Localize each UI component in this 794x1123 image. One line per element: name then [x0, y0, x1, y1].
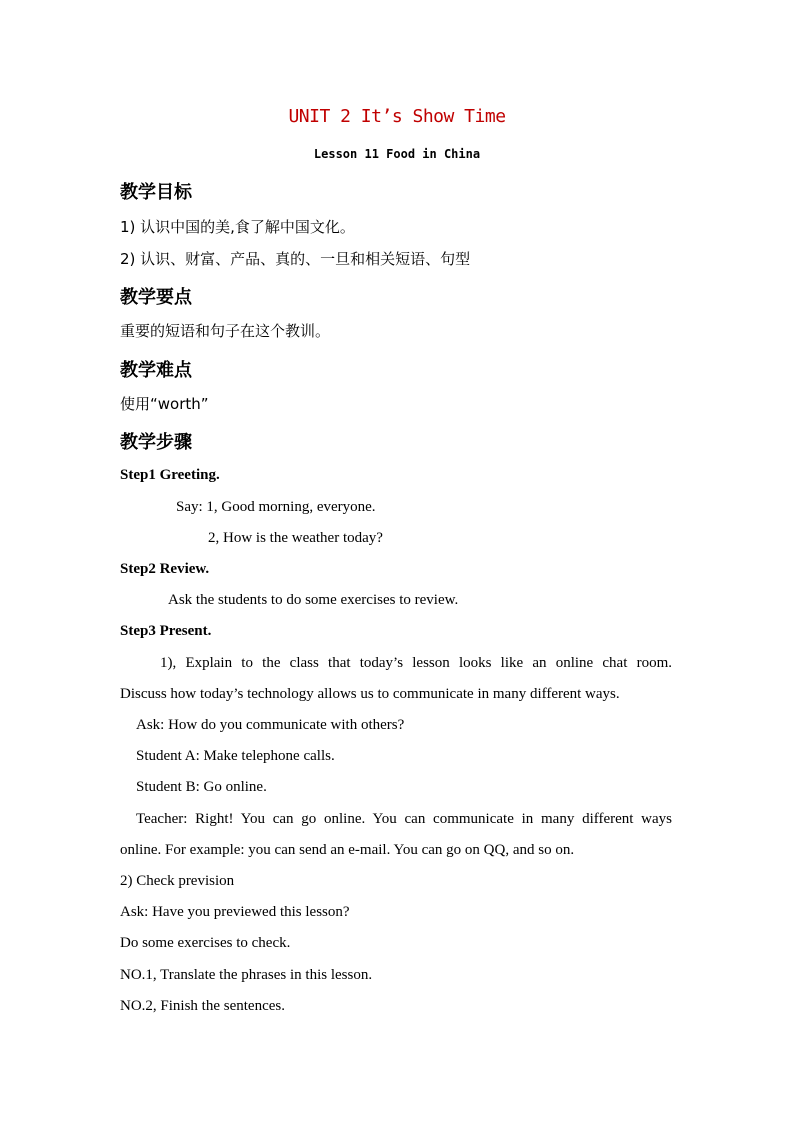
- doc-title: UNIT 2 It’s Show Time: [288, 106, 506, 127]
- check-prevision: 2) Check prevision: [120, 873, 235, 889]
- objective-item: 1) 认识中国的美,食了解中国文化。: [120, 218, 355, 236]
- step2-title: Step2 Review.: [120, 561, 210, 577]
- dialogue-teacher-line: Teacher: Right! You can go online. You can communicate in many different ways: [136, 811, 672, 827]
- step1-line: Say: 1, Good morning, everyone.: [176, 499, 376, 515]
- key-points-text: 重要的短语和句子在这个教训。: [120, 322, 331, 340]
- difficulties-heading: 教学难点: [120, 360, 192, 381]
- exercise-no1: NO.1, Translate the phrases in this lesson.: [120, 967, 373, 983]
- lesson-subtitle: Lesson 11 Food in China: [313, 147, 481, 161]
- objective-item: 2) 认识、财富、产品、真的、一旦和相关短语、句型: [120, 250, 471, 268]
- exercises-line: Do some exercises to check.: [120, 935, 291, 951]
- step1-line: 2, How is the weather today?: [208, 530, 383, 546]
- key-points-heading: 教学要点: [120, 287, 192, 308]
- dialogue-student-b: Student B: Go online.: [136, 779, 267, 795]
- step1-title: Step1 Greeting.: [120, 467, 220, 483]
- exercise-no2: NO.2, Finish the sentences.: [120, 998, 285, 1014]
- dialogue-ask: Ask: How do you communicate with others?: [136, 717, 405, 733]
- dialogue-teacher-line: online. For example: you can send an e-mail. You can go on QQ, and so on.: [120, 842, 575, 858]
- steps-heading: 教学步骤: [120, 432, 192, 453]
- step3-paragraph-line: 1), Explain to the class that today’s lesson looks like an online chat room.: [160, 655, 672, 671]
- difficulties-text: 使用“worth”: [120, 395, 209, 413]
- step3-title: Step3 Present.: [120, 623, 212, 639]
- dialogue-student-a: Student A: Make telephone calls.: [136, 748, 335, 764]
- step2-line: Ask the students to do some exercises to review.: [168, 592, 459, 608]
- step3-paragraph-line: Discuss how today’s technology allows us to communicate in many different ways.: [120, 686, 620, 702]
- objectives-heading: 教学目标: [120, 182, 192, 203]
- ask-previewed: Ask: Have you previewed this lesson?: [120, 904, 350, 920]
